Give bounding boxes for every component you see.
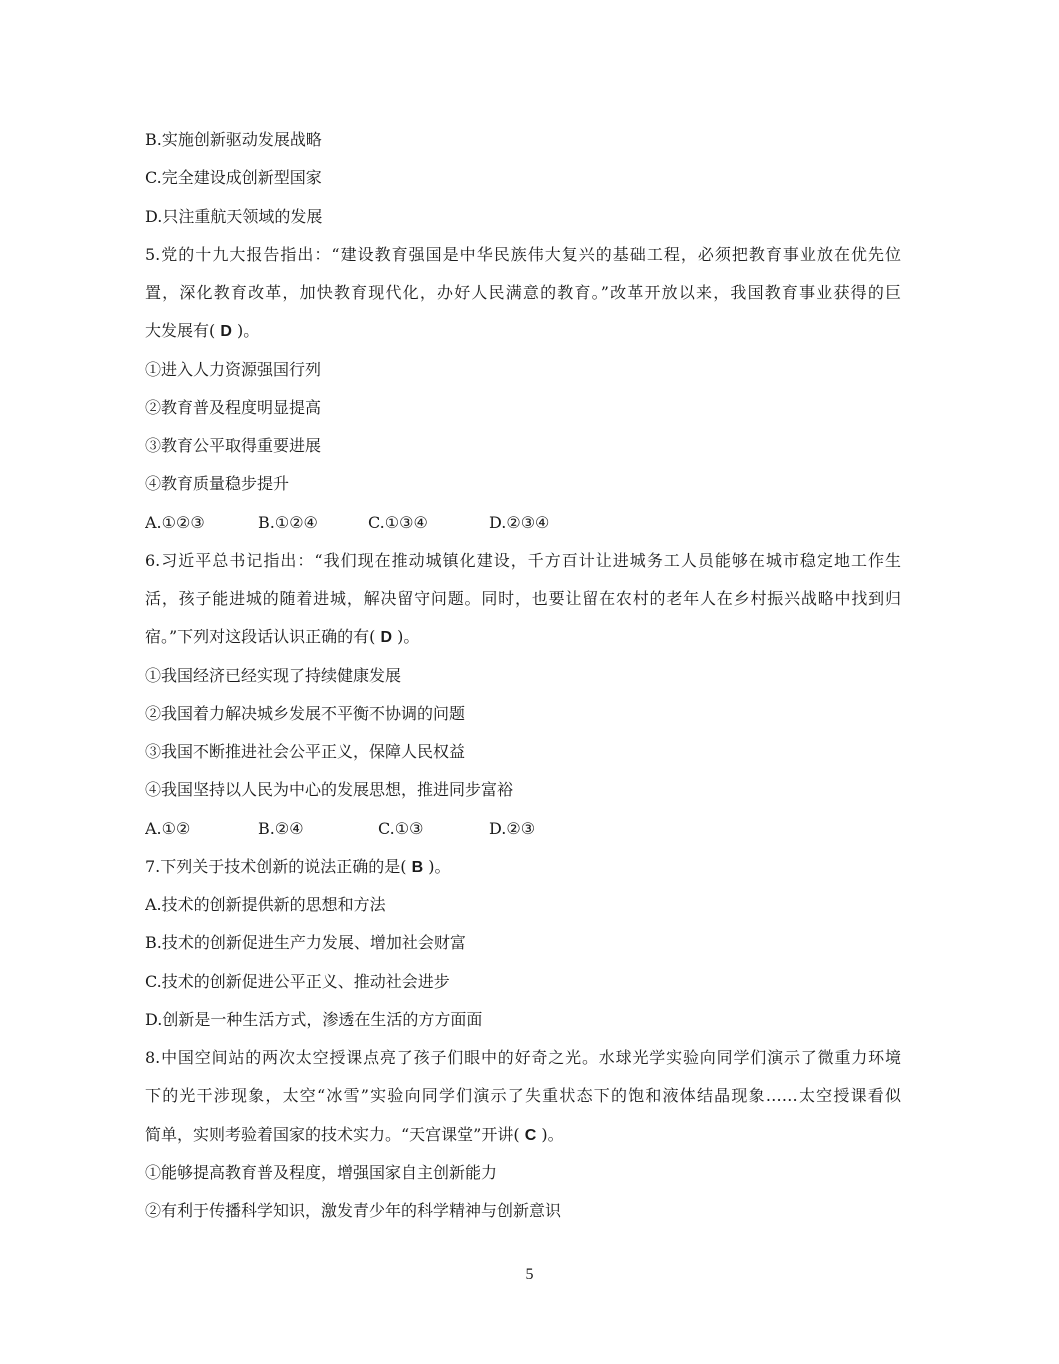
q7-option-a: A.技术的创新提供新的思想和方法 [145,895,386,914]
q5-statement: ①进入人力资源强国行列 [145,359,322,379]
q6-choices-row [145,810,901,848]
q5-stem-text: 大发展有( [145,321,221,341]
q6-statement: ④我国坚持以人民为中心的发展思想，推进同步富裕 [145,780,514,800]
q7-stem-close: )。 [423,856,451,876]
q6-choice-c: C.①③ [378,818,424,838]
q8-answer-letter: C [524,1126,537,1144]
q8-stem-close: )。 [536,1124,564,1144]
q8-stem-line: 8.中国空间站的两次太空授课点亮了孩子们眼中的好奇之光。水球光学实验向同学们演示了微重力环境 [145,1048,901,1067]
q4-option-b: B.实施创新驱动发展战略 [145,130,322,149]
q5-stem-line: 5.党的十九大报告指出：“建设教育强国是中华民族伟大复兴的基础工程，必须把教育事业放在优先位 [145,244,901,264]
q6-statement: ③我国不断推进社会公平正义，保障人民权益 [145,742,466,761]
q6-stem-line: 活，孩子能进城的随着进城，解决留守问题。同时，也要让留在农村的老年人在乡村振兴战略中找到归 [145,589,901,608]
q5-statement: ③教育公平取得重要进展 [145,436,322,455]
page-number: 5 [525,1266,534,1283]
q7-option-d: D.创新是一种生活方式，渗透在生活的方方面面 [145,1009,483,1029]
q5-choice-a: A.①②③ [145,512,205,532]
q6-choice-a: A.①② [145,818,191,838]
q5-answer-letter: D [220,323,232,341]
q5-choice-c: C.①③④ [368,512,428,532]
q6-stem-close: )。 [392,627,420,647]
q6-statement: ②我国着力解决城乡发展不平衡不协调的问题 [145,703,466,723]
q7-answer-letter: B [411,858,424,876]
q7-option-c: C.技术的创新促进公平正义、推动社会进步 [145,971,450,991]
q7-stem-end [145,848,901,886]
q5-stem-line: 置，深化教育改革，加快教育现代化，办好人民满意的教育。”改革开放以来，我国教育事业获得的巨 [145,283,901,302]
page-body [145,121,901,1230]
q7-stem-text: 7.下列关于技术创新的说法正确的是( [145,856,412,876]
q5-choices-row [145,504,901,542]
q6-choice-d: D.②③ [489,818,536,838]
q6-choice-b: B.②④ [258,818,304,838]
q8-statement: ②有利于传播科学知识，激发青少年的科学精神与创新意识 [145,1201,562,1220]
q6-stem-text: 宿。”下列对这段话认识正确的有( [145,627,381,647]
q8-stem-end [145,1116,901,1154]
q6-statement: ①我国经济已经实现了持续健康发展 [145,665,402,685]
q5-choice-d: D.②③④ [489,512,550,532]
q5-choice-b: B.①②④ [258,512,318,532]
q5-stem-end [145,312,901,350]
q8-stem-text: 简单，实则考验着国家的技术实力。“天宫课堂”开讲( [145,1124,525,1144]
q7-option-b: B.技术的创新促进生产力发展、增加社会财富 [145,933,466,953]
q8-stem-line: 下的光干涉现象，太空“冰雪”实验向同学们演示了失重状态下的饱和液体结晶现象……太空授课看似 [145,1086,901,1106]
q8-statement: ①能够提高教育普及程度，增强国家自主创新能力 [145,1162,498,1182]
q6-stem-end [145,618,901,656]
q4-option-d: D.只注重航天领域的发展 [145,206,323,226]
q5-statement: ④教育质量稳步提升 [145,474,290,494]
q6-answer-letter: D [380,629,393,647]
q4-option-c: C.完全建设成创新型国家 [145,168,322,188]
q6-stem-line: 6.习近平总书记指出：“我们现在推动城镇化建设，千方百计让进城务工人员能够在城市稳定地工作生 [145,550,901,570]
q5-stem-close: )。 [231,321,260,341]
q5-statement: ②教育普及程度明显提高 [145,397,322,417]
